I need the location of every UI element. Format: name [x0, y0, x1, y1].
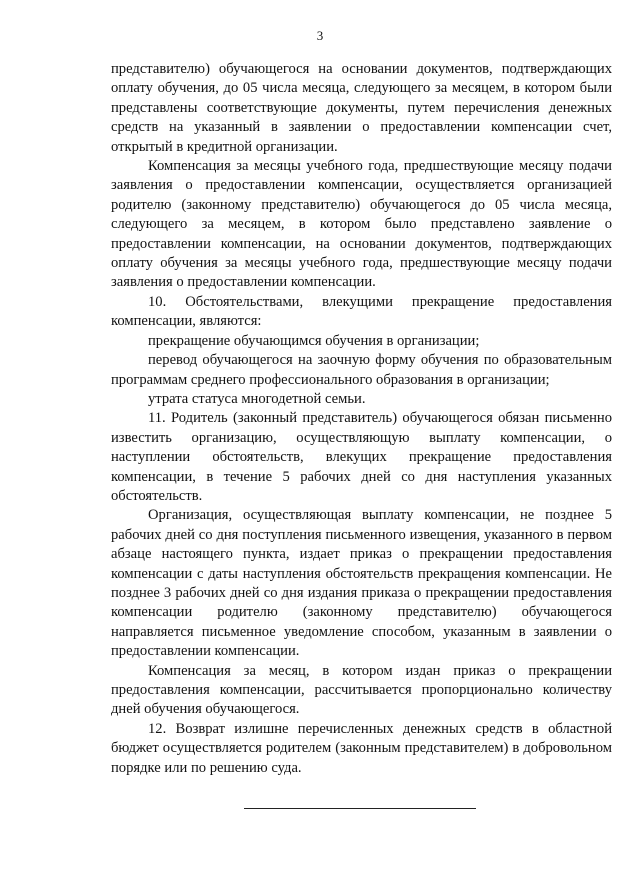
paragraph: прекращение обучающимся обучения в организации; [148, 332, 480, 349]
paragraph: Организация, осуществляющая выплату компенсации, не позднее 5 рабочих дней со дня поступления письменного извещения, указанного в первом абзаце настоящего пункта, издает приказ о прекращении предоставления компенсации с даты наступления обстоятельств прекращения компенсации. Не позднее 3 рабочих дней со дня издания приказа о прекращении предоставления компенсации родителю (законному представителю) обучающегося направляется письменное уведомление способом, указанным в заявлении о предоставлении компенсации. [111, 507, 612, 660]
document-body [111, 60, 612, 778]
paragraph: утрата статуса многодетной семьи. [148, 390, 366, 407]
paragraph: 11. Родитель (законный представитель) обучающегося обязан письменно известить организацию, осуществляющую выплату компенсации, о наступлении обстоятельств, влекущих прекращение предоставления компенсации, в течение 5 рабочих дней со дня наступления указанных обстоятельств. [111, 410, 612, 504]
paragraph: представителю) обучающегося на основании документов, подтверждающих оплату обучения, до 05 числа месяца, следующего за месяцем, в котором были представлены соответствующие документы, путем перечисления денежных средств на указанный в заявлении о предоставлении компенсации счет, открытый в кредитной организации. [111, 61, 612, 155]
page-number: 3 [316, 28, 324, 43]
paragraph: Компенсация за месяц, в котором издан приказ о прекращении предоставления компенсации, рассчитывается пропорционально количеству дней обучения обучающегося. [111, 662, 612, 718]
paragraph: 10. Обстоятельствами, влекущими прекращение предоставления компенсации, являются: [111, 293, 612, 330]
paragraph: Компенсация за месяцы учебного года, предшествующие месяцу подачи заявления о предоставлении компенсации, осуществляется организацией родителю (законному представителю) обучающегося до 05 числа месяца, следующего за месяцем, в котором было представлено заявление о предоставлении компенсации, на основании документов, подтверждающих оплату обучения за месяцы учебного года, предшествующие месяцу подачи заявления о предоставлении компенсации. [111, 158, 612, 291]
paragraph: перевод обучающегося на заочную форму обучения по образовательным программам среднего профессионального образования в организации; [111, 352, 612, 388]
paragraph: 12. Возврат излишне перечисленных денежных средств в областной бюджет осуществляется родителем (законным представителем) в добровольном порядке или по решению суда. [111, 720, 612, 776]
end-separator-line [244, 808, 476, 809]
